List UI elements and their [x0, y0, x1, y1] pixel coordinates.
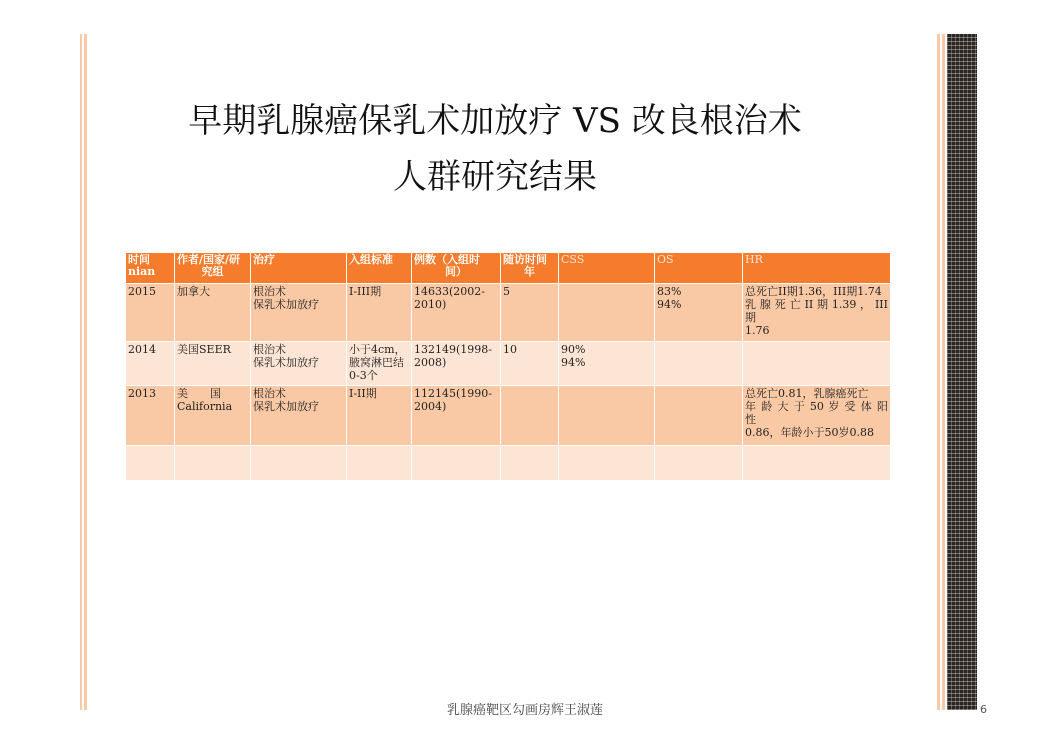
header-followup: 随访时间 年: [501, 253, 559, 284]
cell-cases: 112145(1990- 2004): [412, 385, 501, 445]
cell-hr: 总死亡II期1.36，III期1.74 乳 腺 死 亡 II 期 1.39 ， III 期 1.76: [743, 284, 891, 342]
cell-followup: 5: [501, 284, 559, 342]
cell-year: 2015: [126, 284, 175, 342]
cell-os: [655, 342, 743, 385]
cell-year: 2014: [126, 342, 175, 385]
cell-cases: 14633(2002- 2010): [412, 284, 501, 342]
table-header-row: [126, 253, 891, 284]
left-decorative-bar: [80, 34, 87, 710]
header-css: CSS: [559, 253, 655, 284]
right-pattern-strip: [947, 34, 977, 710]
cell-treatment: 根治术 保乳术加放疗: [251, 342, 347, 385]
cell-criteria: 小于4cm， 腋窝淋巴结 0-3个: [347, 342, 412, 385]
cell-treatment: 根治术 保乳术加放疗: [251, 284, 347, 342]
slide-title-line2: 人群研究结果: [393, 157, 597, 197]
footer-text: 乳腺癌靶区勾画房辉王淑莲: [446, 703, 603, 718]
table-row: [126, 342, 891, 385]
results-table: [125, 252, 891, 481]
cell-treatment: 根治术 保乳术加放疗: [251, 385, 347, 445]
table-row: [126, 385, 891, 445]
cell-year: 2013: [126, 385, 175, 445]
cell-criteria: I-II期: [347, 385, 412, 445]
cell-followup: 10: [501, 342, 559, 385]
cell-css: [559, 284, 655, 342]
right-decorative-bar: [937, 34, 977, 710]
table-row: [126, 284, 891, 342]
cell-os: 83% 94%: [655, 284, 743, 342]
header-year: 时间 nian: [126, 253, 175, 284]
page-number: 6: [980, 703, 987, 716]
cell-css: [559, 385, 655, 445]
header-author: 作者/国家/研 究组: [175, 253, 251, 284]
cell-author: 美国SEER: [175, 342, 251, 385]
cell-followup: [501, 385, 559, 445]
header-os: OS: [655, 253, 743, 284]
header-hr: HR: [743, 253, 891, 284]
cell-hr: 总死亡0.81，乳腺癌死亡 年 龄 大 于 50 岁 受 体 阳 性 0.86，年龄小于50岁0.88: [743, 385, 891, 445]
cell-author: 加拿大: [175, 284, 251, 342]
table-row-empty: [126, 445, 891, 480]
cell-author: 美 国 California: [175, 385, 251, 445]
cell-os: [655, 385, 743, 445]
header-treatment: 治疗: [251, 253, 347, 284]
cell-criteria: I-III期: [347, 284, 412, 342]
cell-cases: 132149(1998- 2008): [412, 342, 501, 385]
header-cases: 例数（入组时 间）: [412, 253, 501, 284]
header-criteria: 入组标准: [347, 253, 412, 284]
cell-hr: [743, 342, 891, 385]
slide-title-line1: 早期乳腺癌保乳术加放疗 VS 改良根治术: [188, 101, 802, 141]
cell-css: 90% 94%: [559, 342, 655, 385]
